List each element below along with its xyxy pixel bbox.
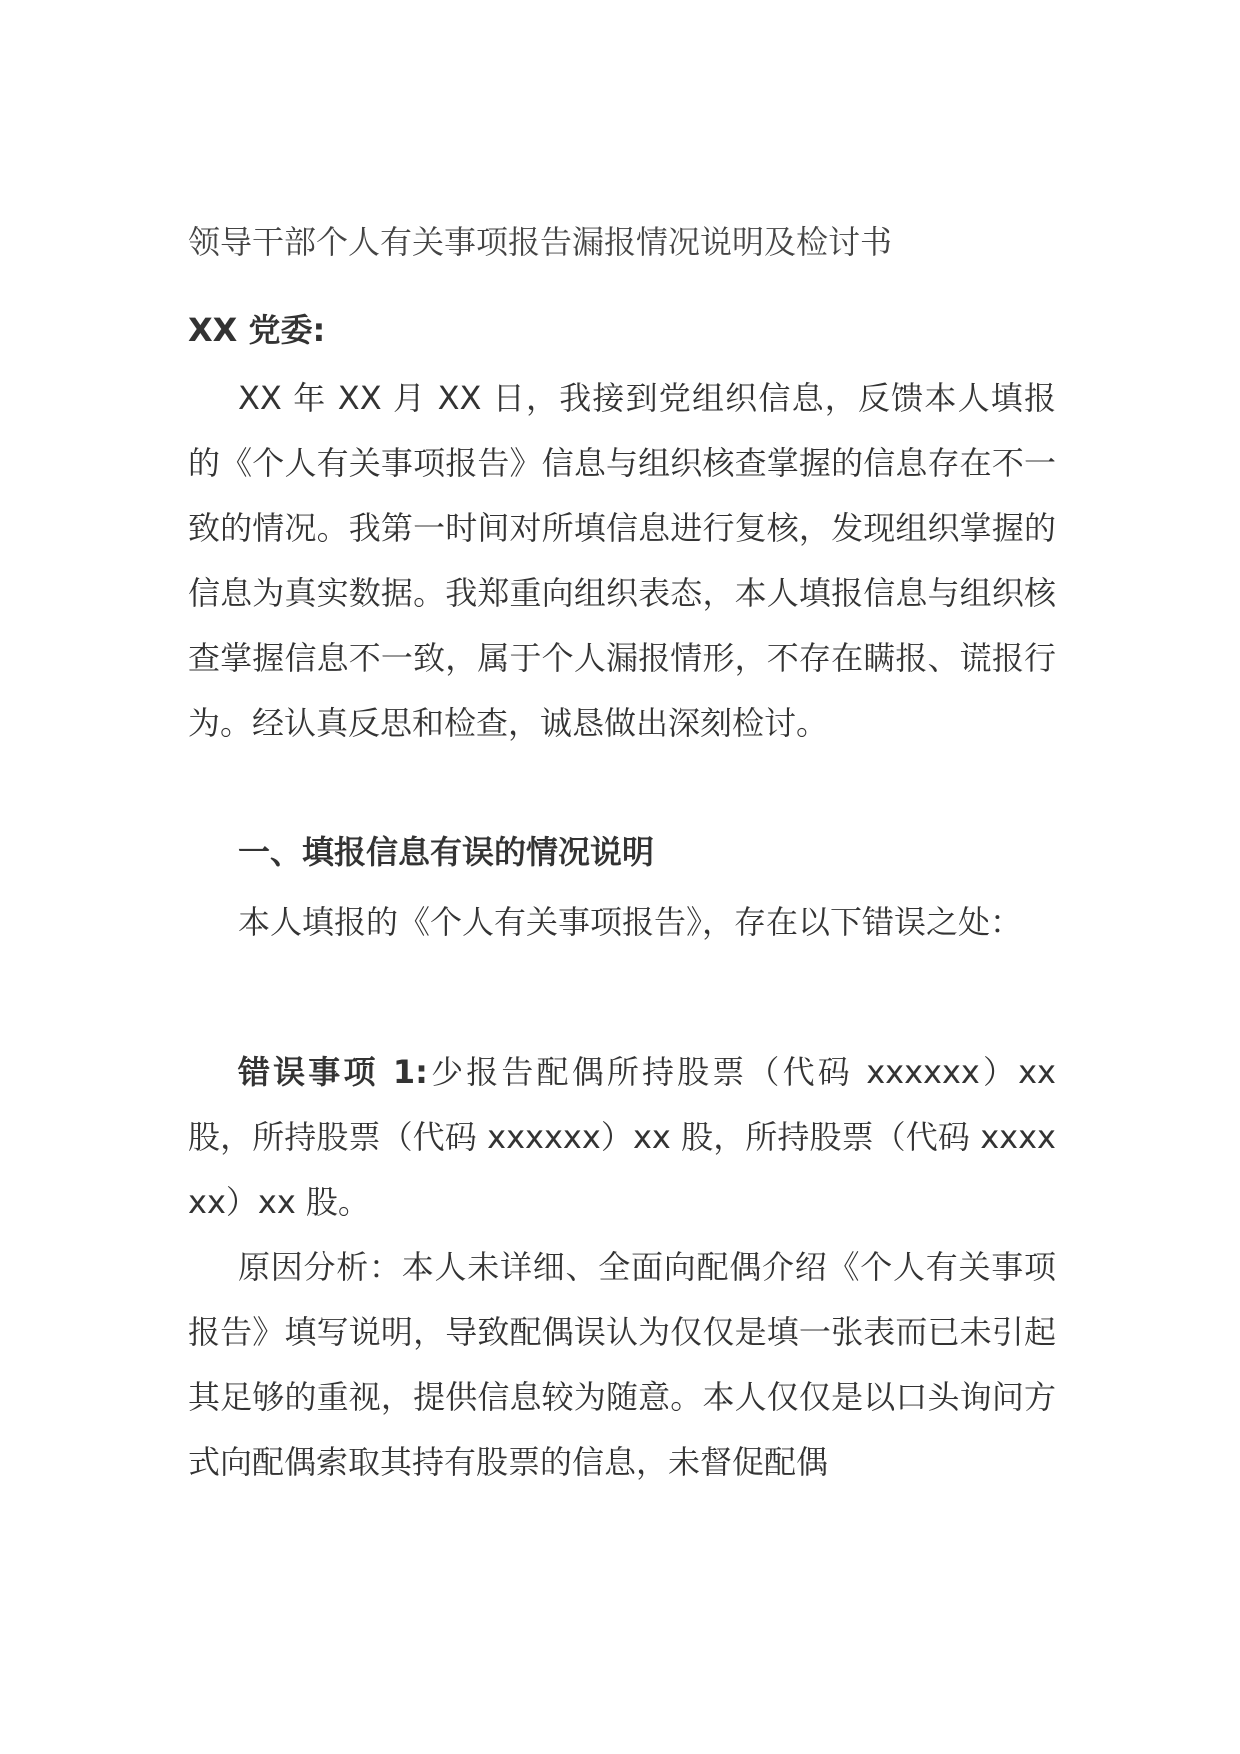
paragraph-intro: XX 年 XX 月 XX 日，我接到党组织信息，反馈本人填报的《个人有关事项报告》信息与组织核查掌握的信息存在不一致的情况。我第一时间对所填信息进行复核，发现组织掌握的信息为真实数据。我郑重向组织表态，本人填报信息与组织核查掌握信息不一致，属于个人漏报情形，不存在瞒报、谎报行为。经认真反思和检查，诚恳做出深刻检讨。: [188, 379, 1056, 742]
section-heading-1: 一、填报信息有误的情况说明: [238, 833, 655, 871]
error-item-label: 错误事项 1:: [238, 1053, 428, 1091]
error-item-text: 少报告配偶所持股票（代码 xxxxxx）xx 股，所持股票（代码 xxxxxx）xx 股，所持股票（代码 xxxxxx）xx 股。: [188, 1053, 1056, 1221]
salutation: XX 党委:: [188, 311, 326, 349]
paragraph-error-item-1: [188, 1040, 1056, 1235]
paragraph-cause-analysis: 原因分析：本人未详细、全面向配偶介绍《个人有关事项报告》填写说明，导致配偶误认为仅仅是填一张表而已未引起其足够的重视，提供信息较为随意。本人仅仅是以口头询问方式向配偶索取其持有股票的信息，未督促配偶: [188, 1248, 1056, 1481]
document-title: 领导干部个人有关事项报告漏报情况说明及检讨书: [188, 223, 893, 261]
paragraph-error-intro: 本人填报的《个人有关事项报告》，存在以下错误之处：: [238, 903, 1023, 941]
